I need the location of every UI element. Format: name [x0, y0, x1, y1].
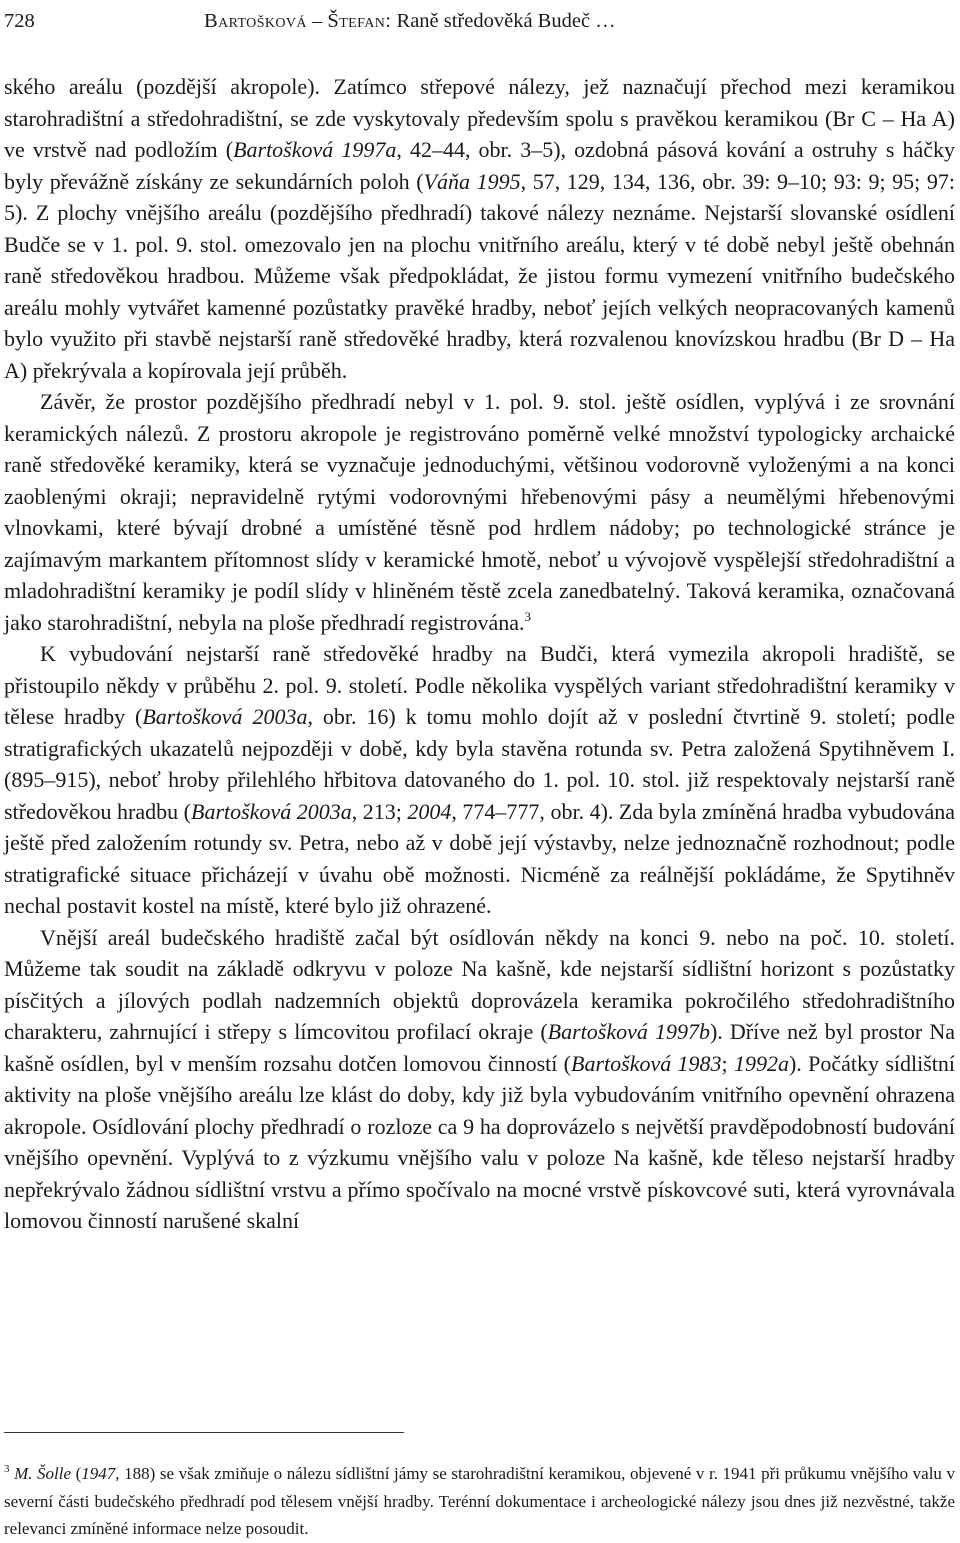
article-body — [4, 71, 955, 1237]
separator-dash: – — [312, 10, 323, 32]
text-run: , 57, 129, 134, 136, obr. 39: 9–10; 93: 9; 95; 97: 5). Z plochy vnějšího areálu (pozdějšího předhradí) takové nálezy neznáme. Nejstarší slovanské osídlení Budče se v 1. pol. 9. stol. omezovalo jen na plochu vnitřního areálu, který v té době nebyl ještě obehnán raně středověkou hradbou. Můžeme však předpokládat, že jistou formu vymezení vnitřního budečského areálu mohly vytvářet kamenné pozůstatky pravěké hradby, neboť jejích velkých neopracovaných kamenů bylo využito při stavbě nejstarší raně středověké hradby, která rozvalenou knovízskou hradbu (Br D – Ha A) překrývala a kopírovala její průběh. — [4, 168, 955, 383]
text-run: ). Počátky sídlištní aktivity na ploše vnějšího areálu lze klást do doby, kdy již byla vybudováním vnitřního opevnění ohrazena akropole. Osídlování plochy předhradí o rozloze ca 9 ha doprovázelo s největší pravděpodobností budování vnějšího opevnění. Vyplývá to z výzkumu vnějšího valu v poloze Na kašně, kde těleso nejstarší hradby nepřekrývalo žádnou sídlištní vrstvu a přímo spočívalo na mocné vrstvě pískovcové suti, která vyrovnávala lomovou činností narušené skalní — [4, 1050, 955, 1233]
citation-text: Bartošková 1983 — [571, 1050, 722, 1076]
text-run: K vybudování nejstarší raně středověké hradby na Budči, která vymezila akropoli hradiště, se přistoupilo někdy v průběhu 2. pol. 9. století. Podle několika vyspělých variant středohradištní keramiky v tělese hradby ( — [4, 641, 955, 729]
footnote — [4, 1460, 955, 1543]
citation-text: M. Šolle — [14, 1464, 72, 1483]
footnote-ref: 3 — [524, 608, 532, 624]
paragraph — [4, 71, 955, 386]
text-run: ( — [71, 1464, 82, 1483]
text-run: ského areálu (pozdější akropole). Zatímco střepové nálezy, jež naznačují přechod mezi keramikou starohradištní a středohradištní, se zde vyskytovaly především spolu s pravěkou keramikou (Br C – Ha A) ve vrstvě nad podložím ( — [4, 74, 955, 162]
citation-text: 1992a — [733, 1050, 789, 1076]
text-run: Závěr, že prostor pozdějšího předhradí nebyl v 1. pol. 9. stol. ještě osídlen, vyplývá i ze srovnání keramických nálezů. Z prostoru akropole je registrováno poměrně velké množství typologicky archaické raně středověké keramiky, která se vyznačuje jednoduchými, většinou vodorovně vyloženými a na konci zaoblenými okraji; nepravidelně rytými vodorovnými hřebenovými pásy a neumělými hřebenovými vlnovkami, které bývají drobné a umístěné těsně pod hrdlem nádoby; po technologické stránce je zajímavým markantem přítomnost slídy v keramické hmotě, neboť u vývojově vyspělejší středohradištní a mladohradištní keramiky je podíl slídy v hliněném těstě zcela zanedbatelný. Taková keramika, označovaná jako starohradištní, nebyla na ploše předhradí registrována. — [4, 389, 955, 635]
footnote-ref: 3 — [4, 1463, 10, 1475]
citation-text: Váňa 1995 — [423, 168, 521, 194]
running-head — [4, 4, 956, 38]
citation-text: Bartošková 1997a — [233, 137, 397, 162]
paragraph — [4, 386, 955, 638]
paragraph — [4, 638, 955, 922]
text-run: Vnější areál budečského hradiště začal být osídlován někdy na konci 9. nebo na poč. 10. století. Můžeme tak soudit na základě odkryvu v poloze Na kašně, kde nejstarší sídlištní horizont s pozůstatky písčitých a jílových podlah nadzemních objektů doprovázela keramika pokročilého středohradištního charakteru, zahrnující i střepy s límcovitou profilací okraje ( — [4, 924, 955, 1044]
citation-text: 1947 — [81, 1464, 116, 1483]
page-number: 728 — [4, 10, 35, 32]
text-run: ; — [721, 1050, 734, 1076]
text-run: ). Dříve než byl prostor Na kašně osídlen, byl v menším rozsahu dotčen lomovou činností ( — [4, 1019, 956, 1076]
text-run: , obr. 16) k tomu mohlo dojít až v poslední čtvrtině 9. století; podle stratigrafických ukazatelů nejpozději v době, kdy byla stavěna rotunda sv. Petra založená Spytihněvem I. (895–915), neboť hroby přilehlého hřbitova datovaného do 1. pol. 10. stol. již respektovaly nejstarší raně středověkou hradbu ( — [4, 704, 956, 824]
paragraph — [4, 922, 955, 1237]
running-title — [204, 4, 616, 38]
text-run: , 213; — [351, 798, 408, 824]
text-run: , 42–44, obr. 3–5), ozdobná pásová kování a ostruhy s háčky byly převážně získány ze sekundárních poloh ( — [4, 137, 955, 194]
citation-text: Bartošková 2003a — [142, 704, 308, 729]
text-run: , 774–777, obr. 4). Zda byla zmíněná hradba vybudována ještě před založením rotundy sv. Petra, nebo až v době její výstavby, nelze jednoznačně rozhodnout; podle stratigrafické situace přicházejí v úvahu obě možnosti. Nicméně za reálnější pokládáme, že Spytihněv nechal postavit kostel na místě, které bylo již ohrazené. — [4, 798, 956, 918]
text-run: , 188) se však zmiňuje o nálezu sídlištní jámy se starohradištní keramikou, objevené v r. 1941 při průkumu vnějšího valu v severní části budečského předhradí pod tělesem vnější hradby. Terénní dokumentace i archeologické nálezy jsou dnes již nezvěstné, takže relevanci zmíněné informace nelze posoudit. — [4, 1464, 955, 1538]
author-name: Bartošková — [204, 10, 307, 32]
article-title: Raně středověká Budeč … — [396, 10, 616, 32]
citation-text: Bartošková 2003a — [191, 798, 352, 824]
footnote-divider — [4, 1432, 404, 1433]
author-name: Štefan: — [327, 10, 392, 32]
citation-text: 2004 — [407, 798, 452, 824]
citation-text: Bartošková 1997b — [547, 1019, 710, 1044]
